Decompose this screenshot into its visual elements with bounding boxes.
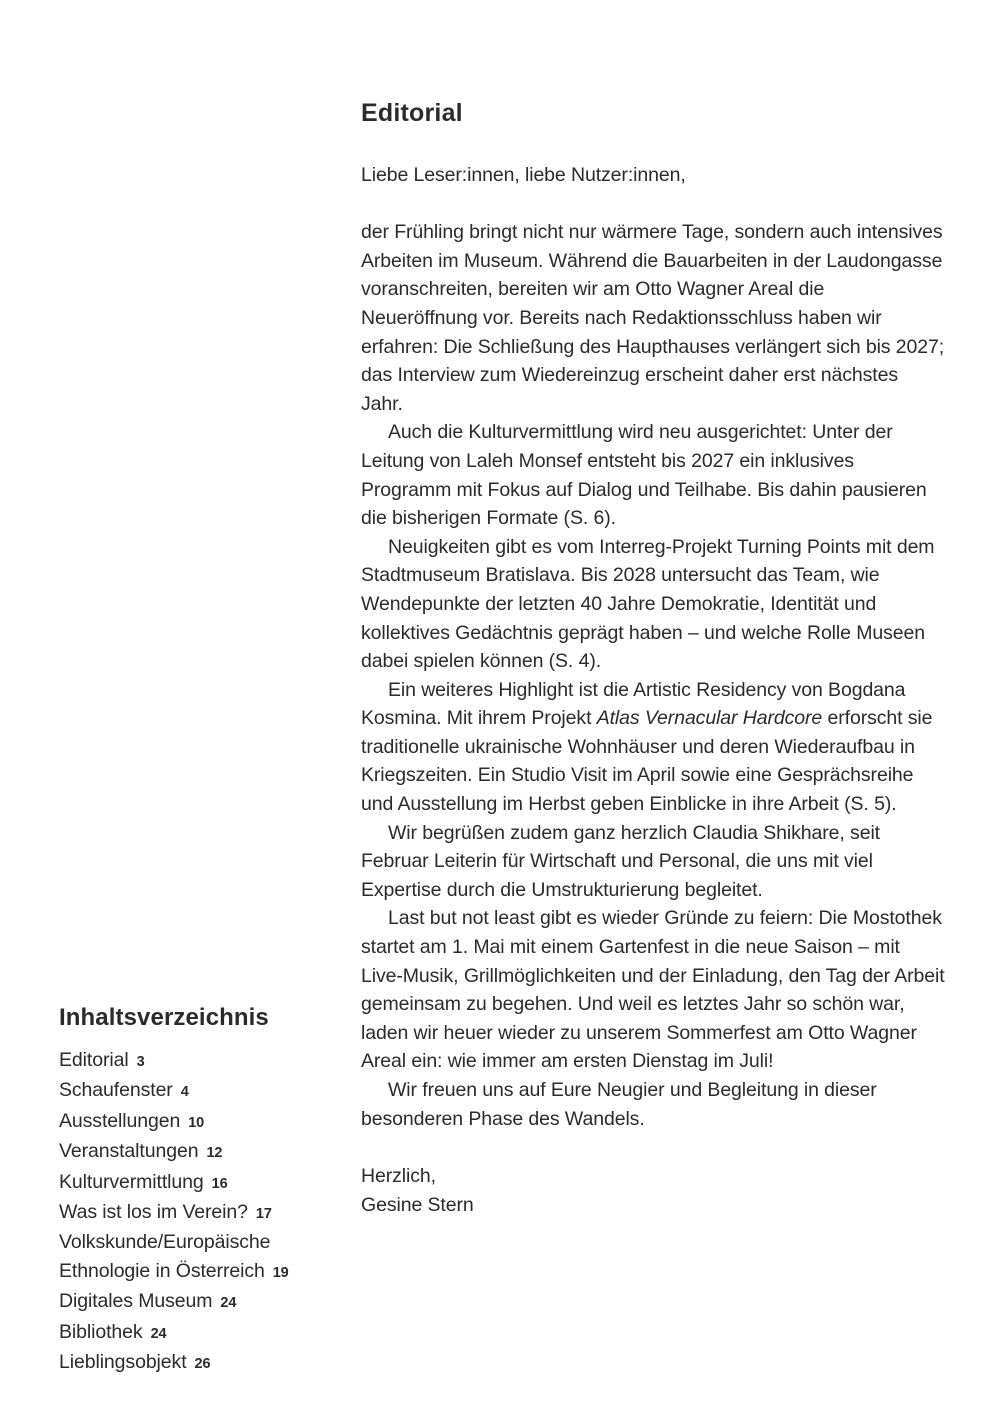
editorial-paragraph [361, 1076, 945, 1133]
toc-item [59, 1318, 321, 1348]
toc-item [59, 1107, 321, 1137]
toc-item-label: Digitales Museum [59, 1290, 213, 1313]
editorial-paragraphs [361, 218, 945, 1133]
toc-item-label: Volkskunde/Europäische Ethnologie in Österreich [59, 1231, 271, 1282]
toc-item-page-number: 26 [194, 1356, 211, 1373]
toc-item-page-number: 10 [188, 1114, 205, 1131]
toc-item [59, 1137, 321, 1167]
paragraph-text: erforscht sie traditionelle ukrainische Wohnhäuser und deren Wiederaufbau in Kriegszeiten. Ein Studio Visit im April sowie eine Gesprächsreihe und Ausstellung im Herbst geben Einblicke in ihre Arbeit (S. 5). [361, 707, 933, 816]
paragraph-text: Ein weiteres Highlight ist die Artistic Residency von Bogdana Kosmina. Mit ihrem Projekt [361, 678, 906, 730]
toc-item-label: Bibliothek [59, 1320, 143, 1343]
toc-item-label: Ausstellungen [59, 1109, 181, 1132]
toc-item [59, 1198, 321, 1228]
paragraph-text: Auch die Kulturvermittlung wird neu ausgerichtet: Unter der Leitung von Laleh Monsef entsteht bis 2027 ein inklusives Programm mit Fokus auf Dialog und Teilhabe. Bis dahin pausieren die bisherigen Formate (S. 6). [361, 421, 927, 530]
toc-item-page-number: 24 [150, 1325, 167, 1342]
editorial-paragraph [361, 218, 945, 418]
paragraph-text: Neuigkeiten gibt es vom Interreg-Projekt Turning Points mit dem Stadtmuseum Bratislava. Bis 2028 untersucht das Team, wie Wendepunkte der letzten 40 Jahre Demokratie, Identität und kollektives Gedächtnis geprägt haben – und welche Rolle Museen dabei spielen können (S. 4). [361, 535, 935, 673]
toc-item-label: Schaufenster [59, 1079, 173, 1102]
toc-item [59, 1168, 321, 1198]
toc-item-page-number: 19 [272, 1264, 289, 1281]
toc-item [59, 1046, 321, 1076]
closing-line: Herzlich, [361, 1165, 436, 1188]
toc-item-label: Kulturvermittlung [59, 1170, 204, 1193]
editorial-section [361, 98, 945, 1219]
toc-item-page-number: 16 [211, 1175, 228, 1192]
editorial-paragraph [361, 819, 945, 905]
toc-item-label: Veranstaltungen [59, 1140, 199, 1163]
editorial-paragraph [361, 904, 945, 1076]
toc-item-page-number: 3 [136, 1054, 145, 1070]
toc-item-label: Lieblingsobjekt [59, 1351, 187, 1374]
paragraph-text-italic: Atlas Vernacular Hardcore [596, 707, 823, 730]
closing-signature: Gesine Stern [361, 1193, 474, 1216]
toc-item [59, 1228, 321, 1287]
editorial-paragraph [361, 418, 945, 532]
toc-item [59, 1076, 321, 1106]
editorial-salutation: Liebe Leser:innen, liebe Nutzer:innen, [361, 164, 686, 186]
paragraph-text: Wir begrüßen zudem ganz herzlich Claudia Shikhare, seit Februar Leiterin für Wirtschaft und Personal, die uns mit viel Expertise durch die Umstrukturierung begleitet. [361, 821, 880, 901]
editorial-heading: Editorial [361, 99, 463, 127]
toc-item-label: Editorial [59, 1049, 129, 1071]
toc-item [59, 1348, 321, 1378]
editorial-paragraph [361, 533, 945, 676]
editorial-closing [361, 1162, 945, 1219]
toc-item-page-number: 4 [180, 1084, 189, 1101]
editorial-paragraph [361, 676, 945, 819]
toc-item-page-number: 24 [220, 1295, 237, 1312]
toc-section [59, 1003, 321, 1378]
toc-item-page-number: 12 [206, 1145, 223, 1162]
toc-list [59, 1046, 321, 1378]
toc-heading: Inhaltsverzeichnis [59, 1004, 269, 1031]
toc-item-label: Was ist los im Verein? [59, 1201, 248, 1224]
paragraph-text: Wir freuen uns auf Eure Neugier und Begleitung in dieser besonderen Phase des Wandels. [361, 1079, 877, 1130]
toc-item [59, 1287, 321, 1317]
paragraph-text: Last but not least gibt es wieder Gründe zu feiern: Die Mostothek startet am 1. Mai mit einem Gartenfest in die neue Saison – mit Live-Musik, Grillmöglichkeiten und der Einladung, den Tag der Arbeit gemeinsam zu begehen. Und weil es letztes Jahr so schön war, laden wir heuer wieder zu unserem Sommerfest am Otto Wagner Areal ein: wie immer am ersten Dienstag im Juli! [361, 907, 945, 1073]
toc-item-page-number: 17 [255, 1206, 272, 1223]
paragraph-text: der Frühling bringt nicht nur wärmere Tage, sondern auch intensives Arbeiten im Museum. Während die Bauarbeiten in der Laudongasse voranschreiten, bereiten wir am Otto Wagner Areal die Neueröffnung vor. Bereits nach Redaktionsschluss haben wir erfahren: Die Schließung des Haupthauses verlängert sich bis 2027; das Interview zum Wiedereinzug erscheint daher erst nächstes Jahr. [361, 221, 945, 415]
